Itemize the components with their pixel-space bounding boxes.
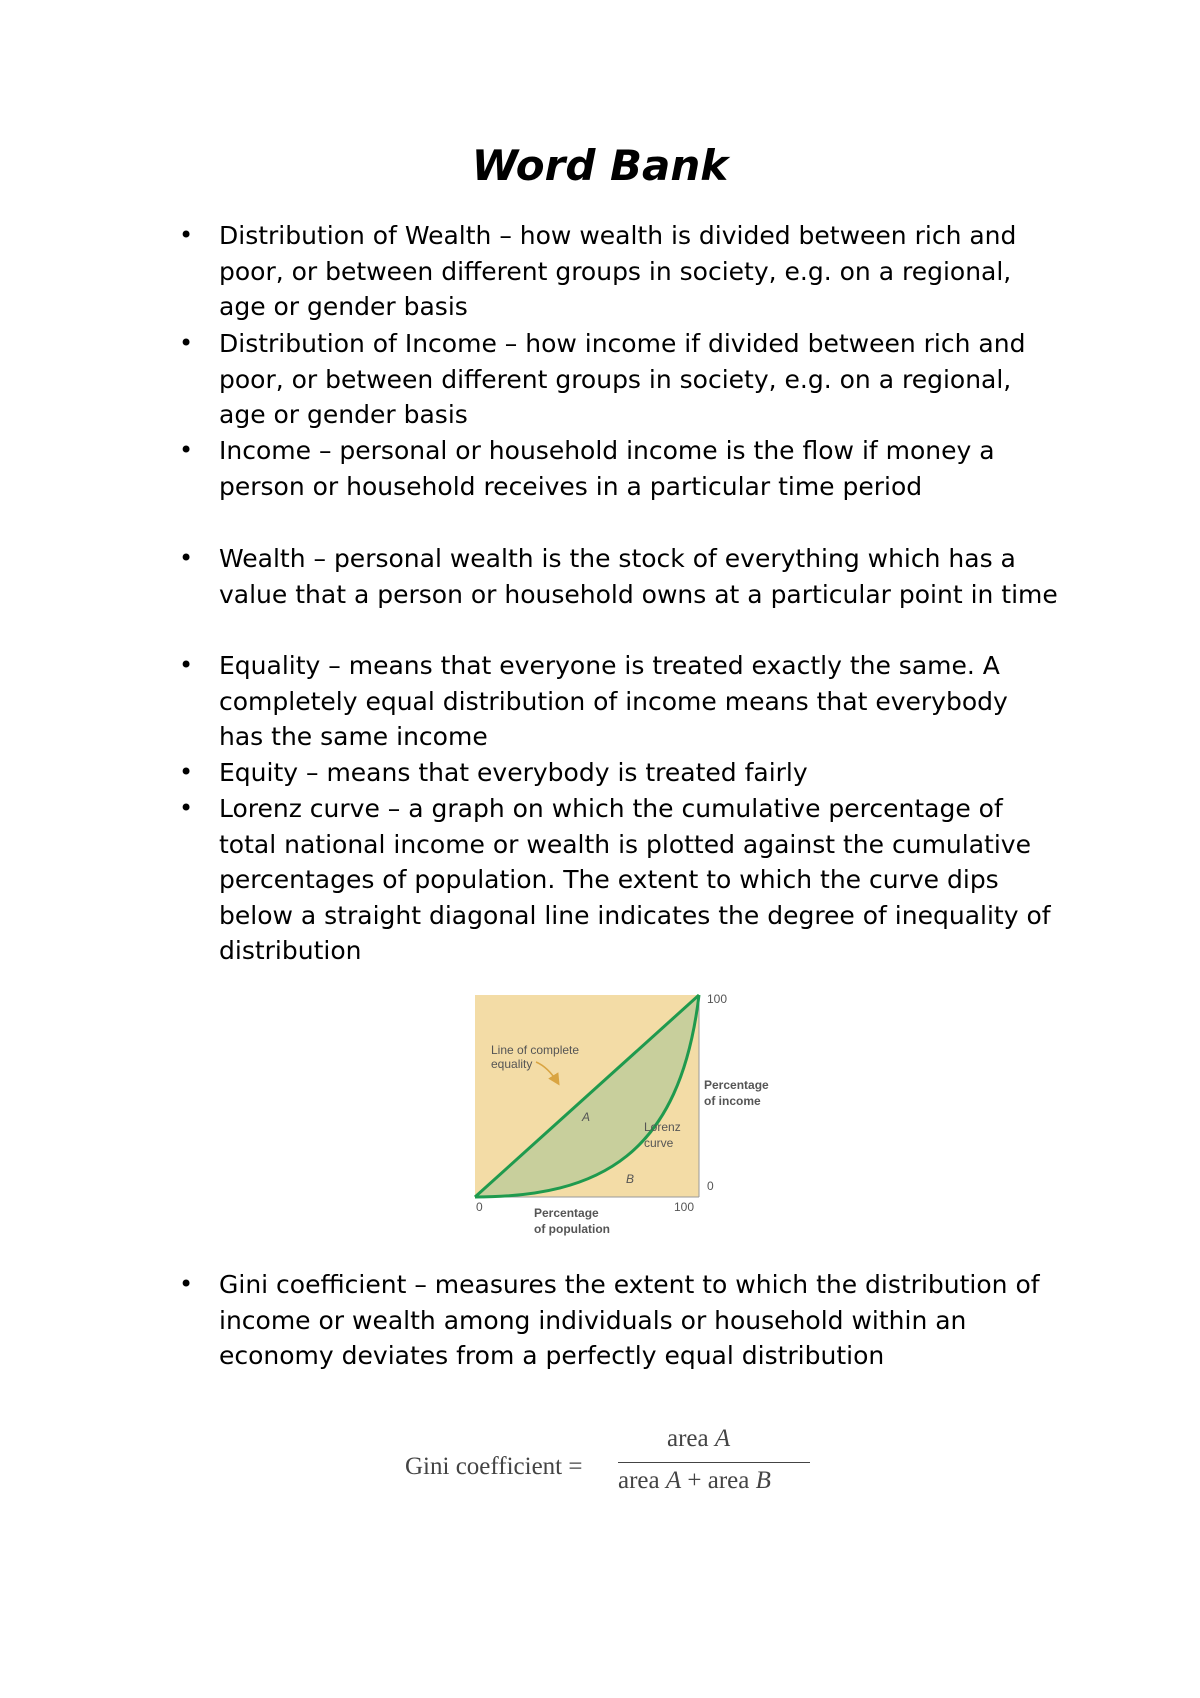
lorenz-curve-diagram (440, 985, 800, 1245)
label-y-min: 0 (707, 1179, 714, 1193)
label-area-b: B (626, 1172, 635, 1186)
gini-formula (405, 1425, 825, 1505)
term-gini-coefficient: • Gini coefficient – measures the extent to which the distribution of income or wealth among individuals or household within an economy deviates from a perfectly equal distribution (219, 1267, 1059, 1374)
formula-numerator-var: A (714, 1425, 731, 1452)
formula-lhs: Gini coefficient = (405, 1453, 583, 1480)
term-income: • Income – personal or household income is the flow if money a person or household receives in a particular time period (219, 433, 1059, 504)
label-y-max: 100 (707, 992, 728, 1006)
label-x-min: 0 (476, 1200, 483, 1214)
term-equity: • Equity – means that everybody is treated fairly (219, 755, 1059, 791)
formula-numerator (667, 1425, 730, 1453)
term-distribution-of-wealth: • Distribution of Wealth – how wealth is divided between rich and poor, or between different groups in society, e.g. on a regional, age or gender basis (219, 218, 1059, 325)
term-equality: • Equality – means that everyone is treated exactly the same. A completely equal distribution of income means that everybody has the same income (219, 648, 1059, 755)
formula-denominator-word-1: area (618, 1467, 660, 1494)
page-title: Word Bank (471, 141, 729, 190)
lorenz-curve-svg (440, 985, 800, 1245)
label-equality-line-2: equality (491, 1057, 533, 1071)
label-x-axis-1: Percentage (534, 1206, 599, 1220)
label-x-max: 100 (674, 1200, 695, 1214)
label-equality-line-1: Line of complete (491, 1043, 580, 1057)
formula-denominator-word-2: area (707, 1467, 750, 1494)
formula-denominator (618, 1467, 771, 1495)
formula-plus: + (687, 1467, 702, 1494)
term-wealth: • Wealth – personal wealth is the stock of everything which has a value that a person or household owns at a particular point in time (219, 541, 1059, 612)
label-y-axis-2: of income (704, 1094, 761, 1108)
formula-denominator-var-2: B (755, 1467, 771, 1494)
label-x-axis-2: of population (534, 1222, 610, 1236)
formula-denominator-var-1: A (665, 1467, 682, 1494)
label-y-axis-1: Percentage (704, 1078, 769, 1092)
label-area-a: A (582, 1110, 591, 1124)
label-lorenz-2: curve (644, 1136, 674, 1150)
term-lorenz-curve: • Lorenz curve – a graph on which the cumulative percentage of total national income or wealth is plotted against the cumulative percentages of population. The extent to which the curve dips below a straight diagonal line indicates the degree of inequality of distribution (219, 791, 1059, 969)
label-lorenz-1: Lorenz (644, 1120, 681, 1134)
fraction-bar (618, 1462, 810, 1463)
term-distribution-of-income: • Distribution of Income – how income if divided between rich and poor, or between different groups in society, e.g. on a regional, age or gender basis (219, 326, 1059, 433)
formula-numerator-word: area (667, 1425, 709, 1452)
